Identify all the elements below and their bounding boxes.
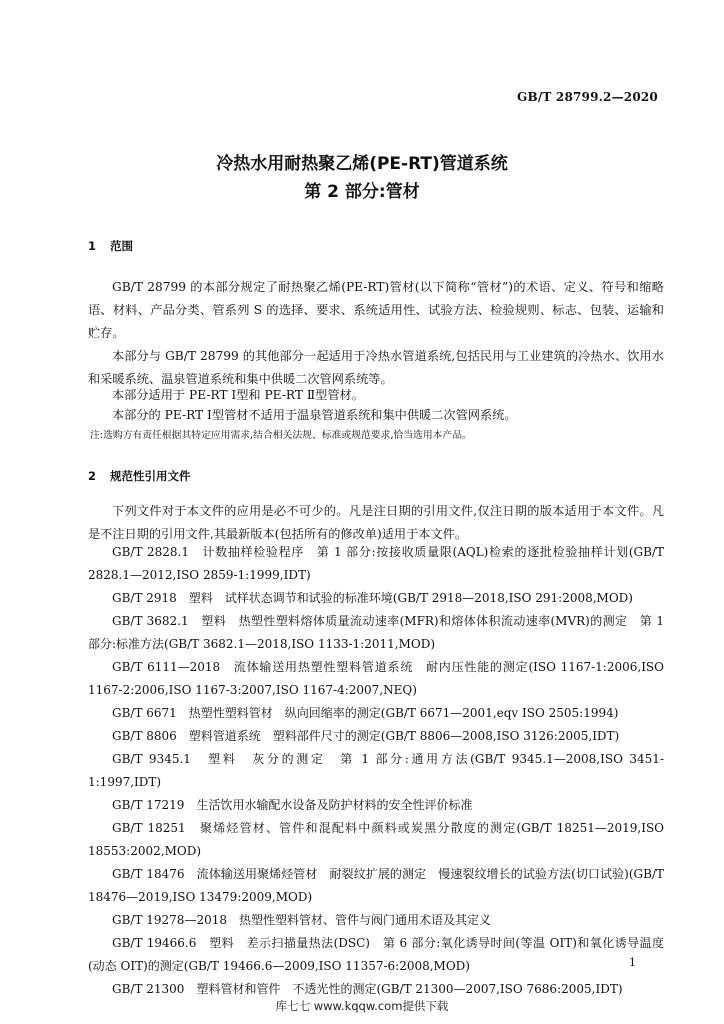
section-2-number: 2 bbox=[88, 469, 97, 483]
section-1-heading bbox=[88, 238, 133, 254]
document-title bbox=[0, 150, 724, 206]
scope-paragraph-3: 本部分适用于 PE-RT Ⅰ型和 PE-RT Ⅱ型管材。 bbox=[112, 388, 364, 402]
reference-item: GB/T 19466.6 塑料 差示扫描量热法(DSC) 第 6 部分:氧化诱导时间(等温 OIT)和氧化诱导温度(动态 OIT)的测定(GB/T 19466.6—2009,ISO 11357-6:2008,MOD) bbox=[88, 936, 664, 973]
reference-item: GB/T 2918 塑料 试样状态调节和试验的标准环境(GB/T 2918—2018,ISO 291:2008,MOD) bbox=[112, 591, 633, 605]
reference-item: GB/T 19278—2018 热塑性塑料管材、管件与阀门通用术语及其定义 bbox=[112, 913, 491, 927]
scope-paragraph-1: GB/T 28799 的本部分规定了耐热聚乙烯(PE-RT)管材(以下简称“管材”)的术语、定义、符号和缩略语、材料、产品分类、管系列 S 的选择、要求、系统适用性、试验方法、检验规则、标志、包装、运输和贮存。 bbox=[88, 280, 664, 340]
reference-item: GB/T 18476 流体输送用聚烯烃管材 耐裂纹扩展的测定 慢速裂纹增长的试验方法(切口试验)(GB/T 18476—2019,ISO 13479:2009,MOD) bbox=[88, 867, 664, 904]
title-line-2: 第 2 部分:管材 bbox=[304, 182, 420, 202]
download-footer: 库七七 www.kqqw.com提供下载 bbox=[275, 999, 449, 1013]
reference-item: GB/T 6671 热塑性塑料管材 纵向回缩率的测定(GB/T 6671—2001,eqv ISO 2505:1994) bbox=[112, 706, 619, 720]
title-line-1: 冷热水用耐热聚乙烯(PE-RT)管道系统 bbox=[216, 154, 508, 174]
references-intro: 下列文件对于本文件的应用是必不可少的。凡是注日期的引用文件,仅注日期的版本适用于本文件。凡是不注日期的引用文件,其最新版本(包括所有的修改单)适用于本文件。 bbox=[88, 504, 664, 541]
section-2-title: 规范性引用文件 bbox=[110, 469, 191, 483]
reference-list bbox=[88, 541, 664, 1001]
section-1-number: 1 bbox=[88, 239, 97, 253]
reference-item: GB/T 9345.1 塑料 灰分的测定 第 1 部分:通用方法(GB/T 9345.1—2008,ISO 3451-1:1997,IDT) bbox=[88, 752, 664, 789]
reference-item: GB/T 8806 塑料管道系统 塑料部件尺寸的测定(GB/T 8806—2008,ISO 3126:2005,IDT) bbox=[112, 729, 620, 743]
section-1-title: 范围 bbox=[110, 239, 133, 253]
standard-code: GB/T 28799.2—2020 bbox=[517, 90, 658, 104]
reference-item: GB/T 2828.1 计数抽样检验程序 第 1 部分:按接收质量限(AQL)检索的逐批检验抽样计划(GB/T 2828.1—2012,ISO 2859-1:1999,IDT) bbox=[88, 545, 664, 582]
scope-note: 注:选购方有责任根据其特定应用需求,结合相关法规、标准或规范要求,恰当选用本产品。 bbox=[90, 430, 472, 441]
reference-item: GB/T 17219 生活饮用水输配水设备及防护材料的安全性评价标准 bbox=[112, 798, 473, 812]
scope-paragraph-4: 本部分的 PE-RT Ⅰ型管材不适用于温泉管道系统和集中供暖二次管网系统。 bbox=[112, 408, 517, 422]
reference-item: GB/T 18251 聚烯烃管材、管件和混配料中颜料或炭黑分散度的测定(GB/T 18251—2019,ISO 18553:2002,MOD) bbox=[88, 821, 664, 858]
section-2-heading bbox=[88, 468, 191, 484]
page-number: 1 bbox=[629, 956, 636, 969]
reference-item: GB/T 3682.1 塑料 热塑性塑料熔体质量流动速率(MFR)和熔体体积流动速率(MVR)的测定 第 1 部分:标准方法(GB/T 3682.1—2018,ISO 1133-1:2011,MOD) bbox=[88, 614, 664, 651]
reference-item: GB/T 6111—2018 流体输送用热塑性塑料管道系统 耐内压性能的测定(ISO 1167-1:2006,ISO 1167-2:2006,ISO 1167-3:2007,ISO 1167-4:2007,NEQ) bbox=[88, 660, 664, 697]
scope-paragraph-2: 本部分与 GB/T 28799 的其他部分一起适用于冷热水管道系统,包括民用与工业建筑的冷热水、饮用水和采暖系统、温泉管道系统和集中供暖二次管网系统等。 bbox=[88, 349, 664, 386]
reference-item: GB/T 21300 塑料管材和管件 不透光性的测定(GB/T 21300—2007,ISO 7686:2005,IDT) bbox=[112, 982, 623, 996]
